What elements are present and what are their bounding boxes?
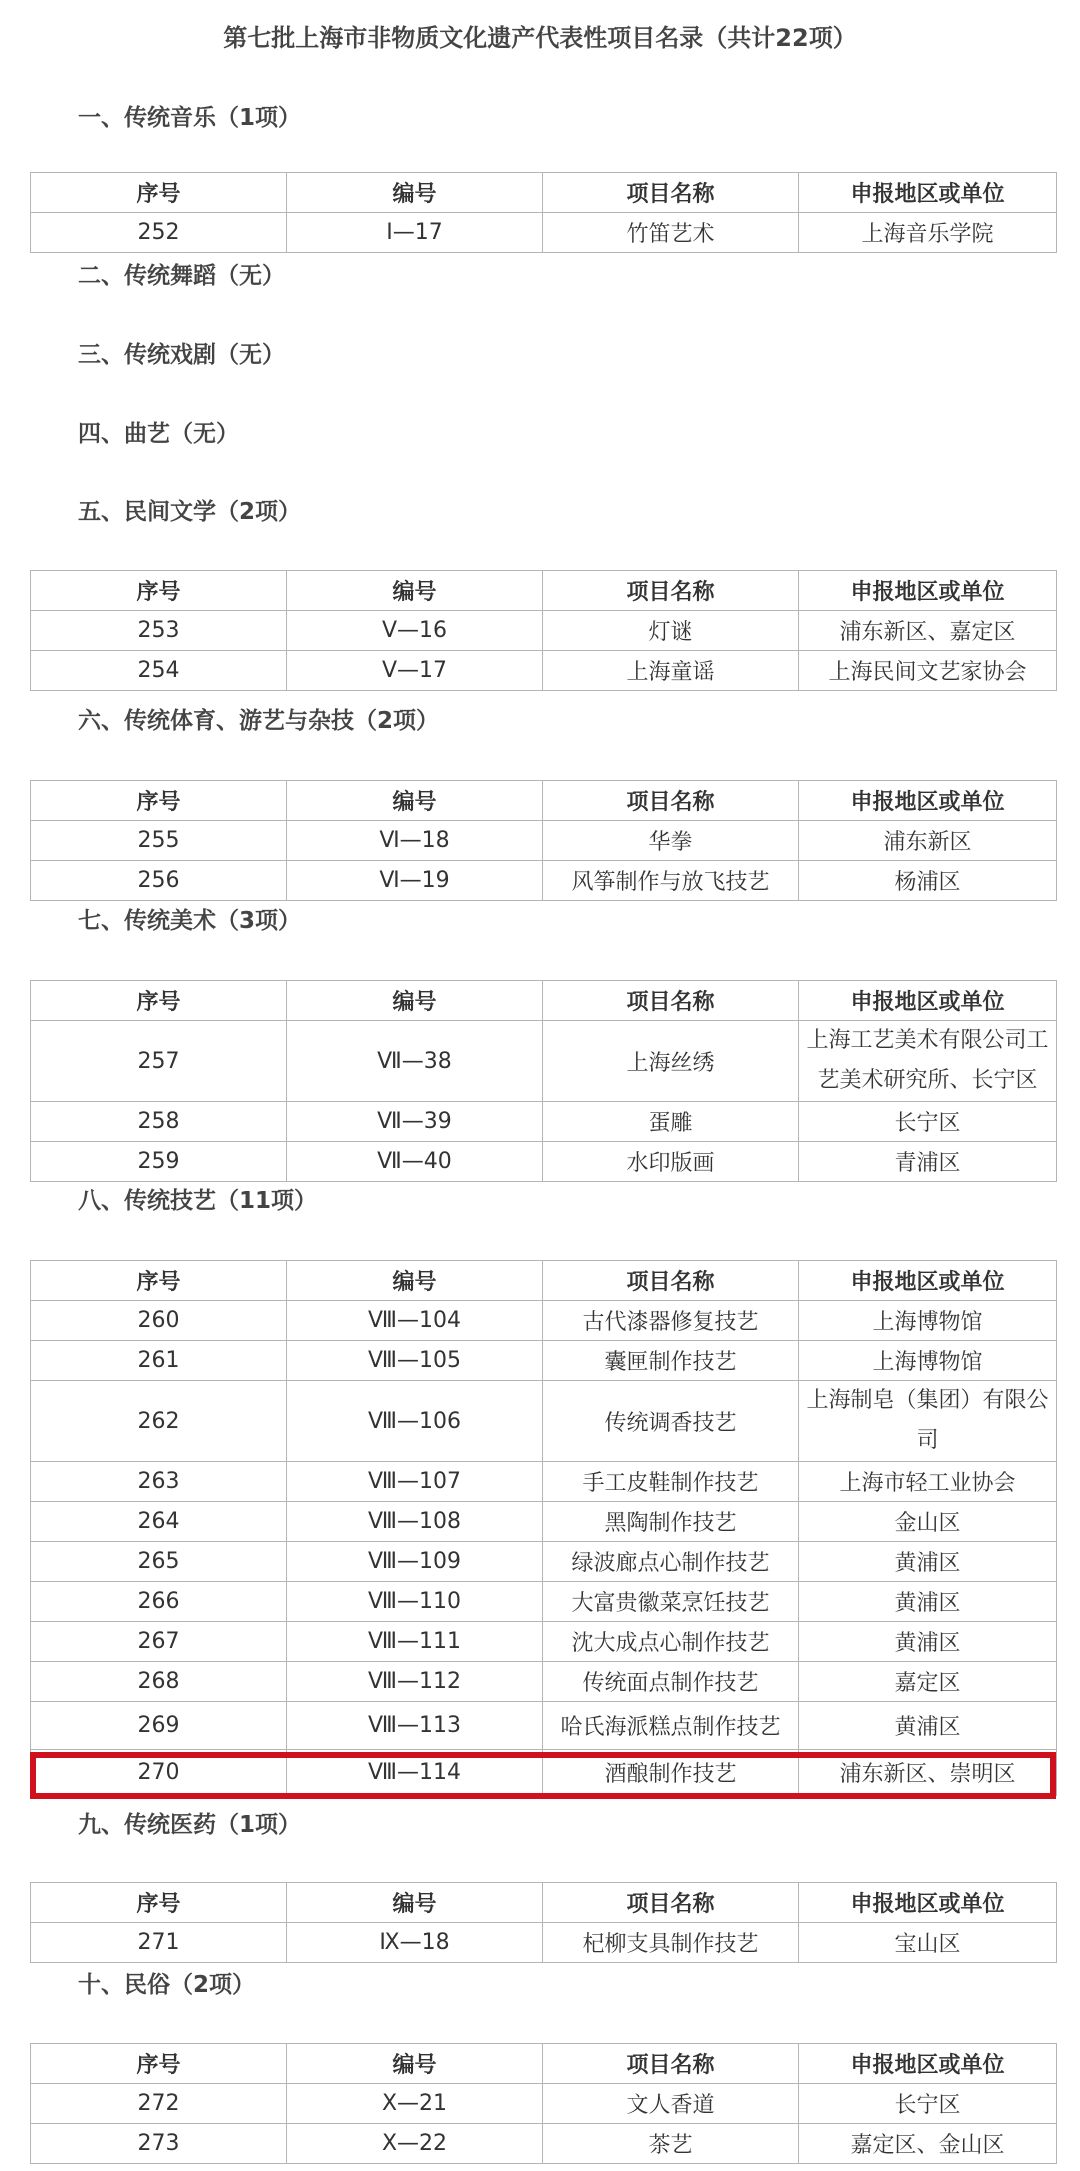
- table-header-row: [31, 571, 1057, 611]
- cell-code: Ⅷ—105: [287, 1341, 543, 1381]
- table-row: [31, 1381, 1057, 1462]
- col-header-unit: 申报地区或单位: [799, 2044, 1057, 2084]
- table-row: [31, 2124, 1057, 2164]
- table-header-row: [31, 981, 1057, 1021]
- cell-unit: 黄浦区: [799, 1582, 1057, 1622]
- table-row: [31, 1502, 1057, 1542]
- cell-unit: 浦东新区、嘉定区: [799, 611, 1057, 651]
- cell-unit: 上海市轻工业协会: [799, 1462, 1057, 1502]
- table-traditional-music: [30, 172, 1057, 253]
- cell-name: 哈氏海派糕点制作技艺: [543, 1702, 799, 1750]
- cell-no: 272: [31, 2084, 287, 2124]
- cell-name: 华拳: [543, 821, 799, 861]
- col-header-name: 项目名称: [543, 1261, 799, 1301]
- table-row: [31, 1542, 1057, 1582]
- table-traditional-fine-arts: [30, 980, 1057, 1182]
- cell-unit: 宝山区: [799, 1923, 1057, 1963]
- table-header-row: [31, 2044, 1057, 2084]
- section-heading-traditional-dance: 二、传统舞蹈（无）: [78, 263, 285, 289]
- table-row: [31, 861, 1057, 901]
- cell-code: Ⅶ—40: [287, 1142, 543, 1182]
- cell-unit: 上海音乐学院: [799, 213, 1057, 253]
- table-folk-literature: [30, 570, 1057, 691]
- cell-code: Ⅸ—18: [287, 1923, 543, 1963]
- cell-code: Ⅷ—111: [287, 1622, 543, 1662]
- cell-no: 253: [31, 611, 287, 651]
- table-row: [31, 213, 1057, 253]
- cell-code: Ⅷ—106: [287, 1381, 543, 1462]
- col-header-no: 序号: [31, 2044, 287, 2084]
- col-header-unit: 申报地区或单位: [799, 571, 1057, 611]
- cell-code: Ⅶ—38: [287, 1021, 543, 1102]
- col-header-no: 序号: [31, 781, 287, 821]
- table-row: [31, 1662, 1057, 1702]
- table-header-row: [31, 781, 1057, 821]
- col-header-name: 项目名称: [543, 173, 799, 213]
- cell-name: 蛋雕: [543, 1102, 799, 1142]
- cell-unit: 青浦区: [799, 1142, 1057, 1182]
- cell-unit: 黄浦区: [799, 1622, 1057, 1662]
- cell-unit: 上海博物馆: [799, 1301, 1057, 1341]
- cell-unit: 金山区: [799, 1502, 1057, 1542]
- section-heading-folk-literature: 五、民间文学（2项）: [78, 499, 302, 525]
- section-heading-quyi: 四、曲艺（无）: [78, 421, 239, 447]
- cell-code: Ⅹ—21: [287, 2084, 543, 2124]
- col-header-code: 编号: [287, 2044, 543, 2084]
- col-header-code: 编号: [287, 1883, 543, 1923]
- col-header-code: 编号: [287, 981, 543, 1021]
- cell-unit: 浦东新区、崇明区: [799, 1750, 1057, 1796]
- table-header-row: [31, 1261, 1057, 1301]
- table-row: [31, 1142, 1057, 1182]
- table-row: [31, 1702, 1057, 1750]
- table-header-row: [31, 173, 1057, 213]
- cell-code: Ⅶ—39: [287, 1102, 543, 1142]
- cell-name: 酒酿制作技艺: [543, 1750, 799, 1796]
- cell-unit: 上海博物馆: [799, 1341, 1057, 1381]
- col-header-no: 序号: [31, 571, 287, 611]
- cell-name: 传统面点制作技艺: [543, 1662, 799, 1702]
- page-title: 第七批上海市非物质文化遗产代表性项目名录（共计22项）: [223, 24, 857, 52]
- table-row: [31, 1102, 1057, 1142]
- table-traditional-medicine: [30, 1882, 1057, 1963]
- cell-no: 262: [31, 1381, 287, 1462]
- cell-code: Ⅷ—110: [287, 1582, 543, 1622]
- table-sports-games-acrobatics: [30, 780, 1057, 901]
- section-heading-traditional-music: 一、传统音乐（1项）: [78, 105, 302, 131]
- table-row-highlighted: [31, 1750, 1057, 1796]
- cell-name: 文人香道: [543, 2084, 799, 2124]
- cell-name: 古代漆器修复技艺: [543, 1301, 799, 1341]
- col-header-no: 序号: [31, 981, 287, 1021]
- cell-code: Ⅷ—104: [287, 1301, 543, 1341]
- cell-name: 水印版画: [543, 1142, 799, 1182]
- col-header-code: 编号: [287, 571, 543, 611]
- table-header-row: [31, 1883, 1057, 1923]
- cell-code: Ⅷ—114: [287, 1750, 543, 1796]
- cell-name: 沈大成点心制作技艺: [543, 1622, 799, 1662]
- col-header-name: 项目名称: [543, 2044, 799, 2084]
- table-row: [31, 1341, 1057, 1381]
- cell-no: 263: [31, 1462, 287, 1502]
- cell-name: 灯谜: [543, 611, 799, 651]
- col-header-unit: 申报地区或单位: [799, 781, 1057, 821]
- cell-no: 268: [31, 1662, 287, 1702]
- table-folk-customs: [30, 2043, 1057, 2164]
- cell-no: 265: [31, 1542, 287, 1582]
- table-row: [31, 651, 1057, 691]
- cell-no: 271: [31, 1923, 287, 1963]
- cell-no: 260: [31, 1301, 287, 1341]
- cell-code: Ⅹ—22: [287, 2124, 543, 2164]
- cell-code: Ⅷ—113: [287, 1702, 543, 1750]
- table-row: [31, 1462, 1057, 1502]
- cell-unit: 杨浦区: [799, 861, 1057, 901]
- table-row: [31, 1582, 1057, 1622]
- cell-no: 252: [31, 213, 287, 253]
- col-header-code: 编号: [287, 173, 543, 213]
- cell-no: 256: [31, 861, 287, 901]
- col-header-name: 项目名称: [543, 571, 799, 611]
- cell-unit: 浦东新区: [799, 821, 1057, 861]
- table-row: [31, 1301, 1057, 1341]
- cell-no: 270: [31, 1750, 287, 1796]
- cell-name: 手工皮鞋制作技艺: [543, 1462, 799, 1502]
- cell-name: 大富贵徽菜烹饪技艺: [543, 1582, 799, 1622]
- table-row: [31, 1622, 1057, 1662]
- table-traditional-crafts: [30, 1260, 1057, 1796]
- cell-no: 273: [31, 2124, 287, 2164]
- cell-no: 257: [31, 1021, 287, 1102]
- col-header-unit: 申报地区或单位: [799, 173, 1057, 213]
- cell-no: 258: [31, 1102, 287, 1142]
- table-row: [31, 2084, 1057, 2124]
- table-row: [31, 821, 1057, 861]
- cell-no: 261: [31, 1341, 287, 1381]
- cell-no: 255: [31, 821, 287, 861]
- cell-name: 囊匣制作技艺: [543, 1341, 799, 1381]
- col-header-unit: 申报地区或单位: [799, 1261, 1057, 1301]
- section-heading-traditional-medicine: 九、传统医药（1项）: [78, 1812, 302, 1838]
- cell-name: 传统调香技艺: [543, 1381, 799, 1462]
- cell-no: 269: [31, 1702, 287, 1750]
- col-header-unit: 申报地区或单位: [799, 981, 1057, 1021]
- col-header-code: 编号: [287, 1261, 543, 1301]
- cell-unit: 长宁区: [799, 1102, 1057, 1142]
- cell-name: 黑陶制作技艺: [543, 1502, 799, 1542]
- cell-name: 上海丝绣: [543, 1021, 799, 1102]
- cell-unit: 上海制皂（集团）有限公司: [799, 1381, 1057, 1462]
- cell-unit: 嘉定区、金山区: [799, 2124, 1057, 2164]
- cell-no: 259: [31, 1142, 287, 1182]
- cell-unit: 黄浦区: [799, 1702, 1057, 1750]
- cell-code: Ⅷ—109: [287, 1542, 543, 1582]
- col-header-no: 序号: [31, 173, 287, 213]
- section-heading-traditional-drama: 三、传统戏剧（无）: [78, 342, 285, 368]
- cell-unit: 长宁区: [799, 2084, 1057, 2124]
- section-heading-folk-customs: 十、民俗（2项）: [78, 1972, 256, 1998]
- cell-code: Ⅵ—18: [287, 821, 543, 861]
- cell-name: 上海童谣: [543, 651, 799, 691]
- table-row: [31, 1021, 1057, 1102]
- col-header-name: 项目名称: [543, 781, 799, 821]
- table-row: [31, 611, 1057, 651]
- cell-name: 茶艺: [543, 2124, 799, 2164]
- col-header-name: 项目名称: [543, 981, 799, 1021]
- cell-code: Ⅰ—17: [287, 213, 543, 253]
- col-header-name: 项目名称: [543, 1883, 799, 1923]
- section-heading-traditional-fine-arts: 七、传统美术（3项）: [78, 908, 302, 934]
- cell-unit: 上海民间文艺家协会: [799, 651, 1057, 691]
- cell-code: Ⅴ—16: [287, 611, 543, 651]
- table-row: [31, 1923, 1057, 1963]
- col-header-unit: 申报地区或单位: [799, 1883, 1057, 1923]
- cell-code: Ⅴ—17: [287, 651, 543, 691]
- cell-no: 264: [31, 1502, 287, 1542]
- cell-code: Ⅷ—107: [287, 1462, 543, 1502]
- cell-no: 266: [31, 1582, 287, 1622]
- cell-code: Ⅷ—108: [287, 1502, 543, 1542]
- col-header-code: 编号: [287, 781, 543, 821]
- cell-no: 267: [31, 1622, 287, 1662]
- col-header-no: 序号: [31, 1883, 287, 1923]
- section-heading-sports-games-acrobatics: 六、传统体育、游艺与杂技（2项）: [78, 708, 440, 734]
- cell-unit: 嘉定区: [799, 1662, 1057, 1702]
- cell-no: 254: [31, 651, 287, 691]
- cell-unit: 上海工艺美术有限公司工艺美术研究所、长宁区: [799, 1021, 1057, 1102]
- cell-code: Ⅷ—112: [287, 1662, 543, 1702]
- col-header-no: 序号: [31, 1261, 287, 1301]
- cell-code: Ⅵ—19: [287, 861, 543, 901]
- cell-unit: 黄浦区: [799, 1542, 1057, 1582]
- cell-name: 绿波廊点心制作技艺: [543, 1542, 799, 1582]
- section-heading-traditional-crafts: 八、传统技艺（11项）: [78, 1188, 318, 1214]
- cell-name: 杞柳支具制作技艺: [543, 1923, 799, 1963]
- cell-name: 竹笛艺术: [543, 213, 799, 253]
- cell-name: 风筝制作与放飞技艺: [543, 861, 799, 901]
